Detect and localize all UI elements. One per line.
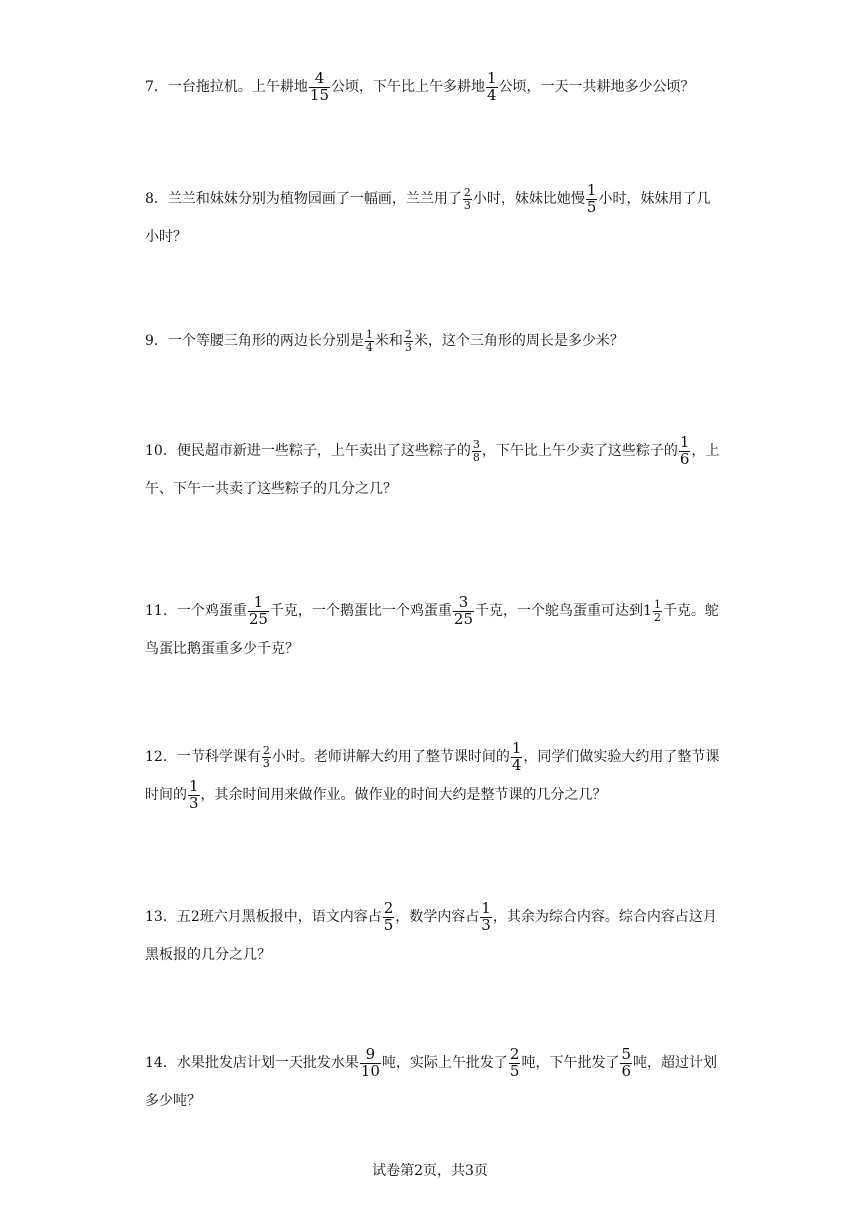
- question-text: ，下午比上午少卖了这些粽子的: [481, 443, 678, 459]
- fraction-denominator: 5: [509, 1061, 520, 1080]
- fraction-denominator: 4: [487, 85, 497, 104]
- question-text: ，数学内容占: [395, 909, 480, 925]
- fraction-denominator: 3: [189, 793, 199, 812]
- fraction-numerator: 1: [487, 68, 497, 87]
- question-text: 便民超市新进一些粽子，上午卖出了这些粽子的: [176, 443, 471, 459]
- question-7: [145, 68, 720, 106]
- mixed-number-whole: 1: [643, 603, 652, 619]
- question-text: ，其余时间用来做作业。做作业的时间大约是整节课的几分之几？: [200, 787, 607, 803]
- fraction: [511, 738, 523, 774]
- fraction: [679, 432, 691, 468]
- question-number: 9．: [145, 333, 168, 349]
- fraction-denominator: 25: [453, 609, 474, 628]
- fraction-denominator: 5: [586, 197, 597, 216]
- fraction-numerator: 1: [586, 180, 597, 199]
- fraction-numerator: 1: [365, 327, 373, 341]
- fraction: [404, 329, 413, 353]
- fraction: [360, 1044, 381, 1080]
- fraction-numerator: 3: [472, 437, 480, 451]
- fraction-numerator: 2: [404, 327, 412, 341]
- question-text: ，上午、下午一共卖了这些粽子的几分之几？: [145, 443, 720, 497]
- fraction-numerator: 5: [621, 1044, 632, 1063]
- fraction: [248, 592, 269, 628]
- fraction: [365, 329, 374, 353]
- question-text: 一个鸡蛋重: [176, 603, 247, 619]
- fraction-denominator: 10: [360, 1061, 380, 1080]
- fraction-numerator: 2: [383, 898, 394, 917]
- fraction-denominator: 8: [472, 450, 480, 464]
- fraction-denominator: 6: [679, 449, 690, 468]
- question-text: 水果批发店计划一天批发水果: [176, 1055, 359, 1071]
- fraction-denominator: 3: [463, 198, 471, 212]
- question-text: 一节科学课有: [176, 749, 261, 765]
- fraction-denominator: 3: [481, 915, 491, 934]
- question-text: 吨，实际上午批发了: [381, 1055, 508, 1071]
- question-text: 米和: [374, 333, 403, 349]
- question-number: 7．: [145, 79, 168, 95]
- question-text: 米，这个三角形的周长是多少米？: [413, 333, 624, 349]
- question-12: [145, 738, 720, 814]
- question-10: [145, 432, 720, 508]
- fraction-denominator: 25: [248, 609, 268, 628]
- fraction-numerator: 1: [653, 597, 661, 611]
- question-text: 千克，一个鹅蛋比一个鸡蛋重: [269, 603, 452, 619]
- fraction-denominator: 2: [653, 610, 661, 624]
- fraction: [472, 439, 481, 463]
- fraction: [262, 745, 271, 769]
- question-text: 一个等腰三角形的两边长分别是: [167, 333, 364, 349]
- fraction-denominator: 4: [365, 340, 373, 354]
- fraction-denominator: 5: [383, 915, 394, 934]
- fraction: [383, 898, 395, 934]
- question-number: 11．: [145, 603, 177, 619]
- fraction: [480, 898, 492, 934]
- fraction-numerator: 4: [309, 71, 330, 88]
- question-text: 吨，下午批发了: [521, 1055, 620, 1071]
- question-text: 千克，一个鸵鸟蛋重可达到: [475, 603, 644, 619]
- fraction: [620, 1044, 632, 1080]
- question-number: 8．: [145, 191, 168, 207]
- fraction-numerator: 1: [481, 898, 491, 917]
- question-number: 12．: [145, 749, 177, 765]
- question-13: [145, 898, 720, 974]
- question-14: [145, 1044, 720, 1120]
- question-number: 10．: [145, 443, 177, 459]
- fraction-numerator: 2: [463, 185, 471, 199]
- question-text: 公顷，下午比上午多耕地: [331, 79, 486, 95]
- fraction: [653, 599, 662, 623]
- question-11: [145, 592, 720, 668]
- question-text: 小时。老师讲解大约用了整节课时间的: [271, 749, 510, 765]
- fraction: [586, 180, 598, 216]
- fraction-numerator: 1: [189, 776, 199, 795]
- question-text: 公顷，一天一共耕地多少公顷？: [498, 79, 695, 95]
- question-number: 14．: [145, 1055, 177, 1071]
- fraction: [486, 68, 498, 104]
- question-text: 小时，妹妹比她慢: [472, 191, 585, 207]
- fraction-numerator: 1: [679, 432, 690, 451]
- question-number: 13．: [145, 909, 177, 925]
- fraction-denominator: 15: [309, 85, 330, 104]
- question-text: 一台拖拉机。上午耕地: [167, 79, 308, 95]
- fraction-denominator: 6: [621, 1061, 632, 1080]
- question-text: 五2班六月黑板报中，语文内容占: [176, 909, 382, 925]
- fraction-numerator: 9: [360, 1047, 381, 1064]
- question-text: 吨，超过计划多少吨？: [145, 1055, 718, 1109]
- fraction: [188, 776, 200, 812]
- fraction-numerator: 3: [453, 595, 474, 612]
- fraction: [309, 68, 330, 104]
- fraction-numerator: 2: [509, 1044, 520, 1063]
- fraction-denominator: 3: [262, 756, 270, 770]
- fraction-numerator: 2: [262, 743, 270, 757]
- fraction-numerator: 1: [248, 595, 269, 612]
- question-8: [145, 180, 720, 256]
- fraction-denominator: 4: [511, 755, 522, 774]
- fraction-numerator: 1: [511, 738, 522, 757]
- fraction-denominator: 3: [404, 340, 412, 354]
- fraction: [453, 592, 474, 628]
- question-text: 千克。鸵鸟蛋比鹅蛋重多少千克？: [145, 603, 719, 657]
- page-footer: 试卷第2页，共3页: [372, 1163, 488, 1179]
- question-text: ，同学们做实验大约用了整节课时间的: [145, 749, 720, 803]
- question-text: 兰兰和妹妹分别为植物园画了一幅画，兰兰用了: [167, 191, 462, 207]
- question-text: 小时，妹妹用了几小时？: [145, 191, 711, 245]
- question-9: [145, 322, 720, 360]
- question-text: ，其余为综合内容。综合内容占这月黑板报的几分之几？: [145, 909, 717, 963]
- fraction: [509, 1044, 521, 1080]
- fraction: [463, 187, 472, 211]
